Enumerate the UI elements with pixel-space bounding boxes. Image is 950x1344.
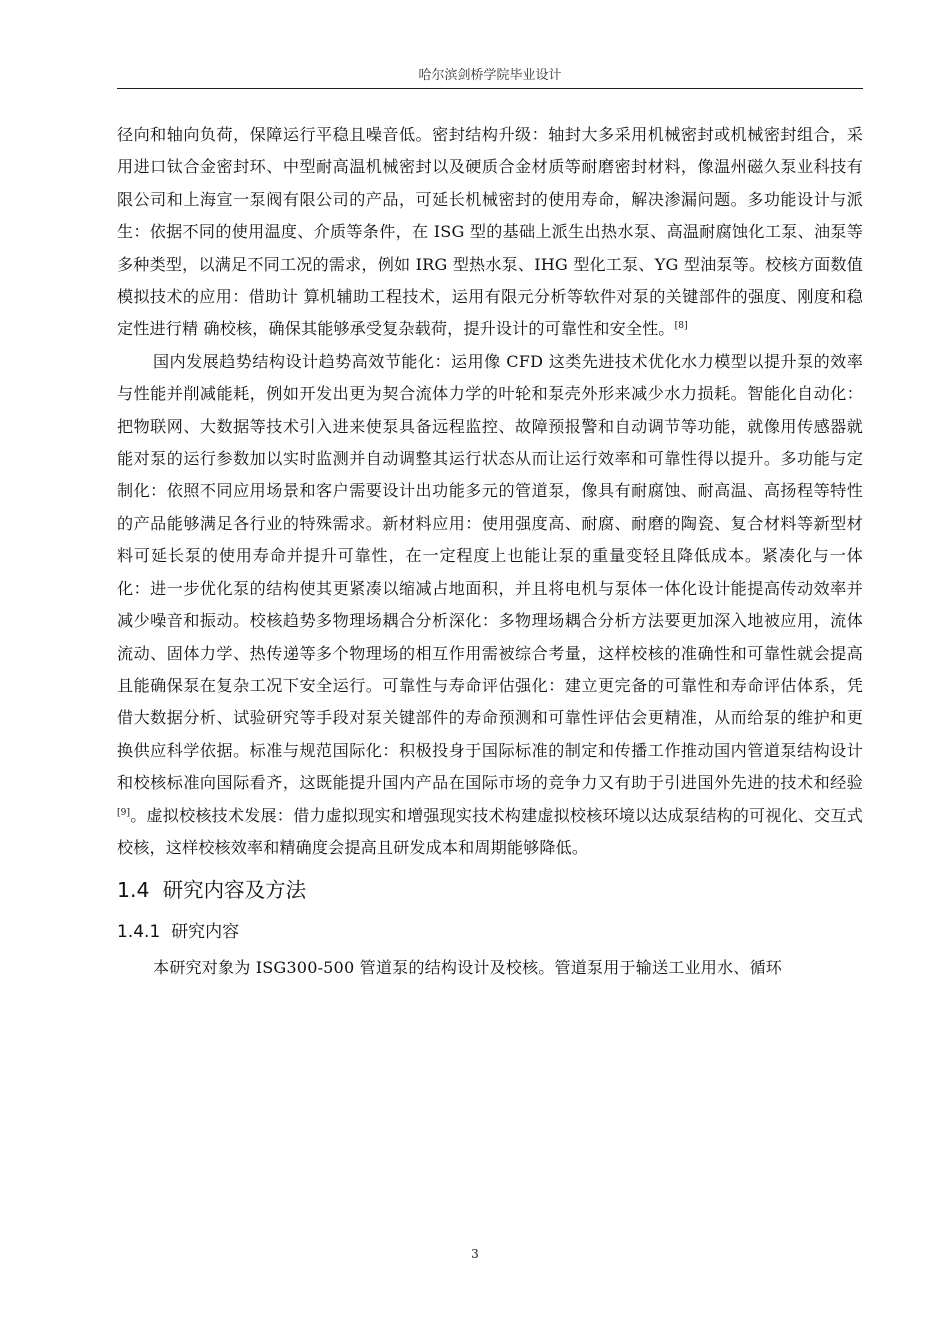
page-body	[117, 119, 863, 985]
section-title: 研究内容及方法	[162, 878, 307, 903]
subsection-title: 研究内容	[171, 922, 240, 943]
paragraph-2-text: 国内发展趋势结构设计趋势高效节能化：运用像 CFD 这类先进技术优化水力模型以提升泵的效率与性能并削减能耗，例如开发出更为契合流体力学的叶轮和泵壳外形来减少水力损耗。智能化自动化：把物联网、大数据等技术引入进来使泵具备远程监控、故障预报警和自动调节等功能，就像用传感器就能对泵的运行参数加以实时监测并自动调整其运行状态从而让运行效率和可靠性得以提升。多功能与定制化：依照不同应用场景和客户需要设计出功能多元的管道泵，像具有耐腐蚀、耐高温、高扬程等特性的产品能够满足各行业的特殊需求。新材料应用：使用强度高、耐腐、耐磨的陶瓷、复合材料等新型材料可延长泵的使用寿命并提升可靠性，在一定程度上也能让泵的重量变轻且降低成本。紧凑化与一体化：进一步优化泵的结构使其更紧凑以缩减占地面积，并且将电机与泵体一体化设计能提高传动效率并减少噪音和振动。校核趋势多物理场耦合分析深化：多物理场耦合分析方法要更加深入地被应用，流体流动、固体力学、热传递等多个物理场的相互作用需被综合考量，这样校核的准确性和可靠性就会提高且能确保泵在复杂工况下安全运行。可靠性与寿命评估强化：建立更完备的可靠性和寿命评估体系，凭借大数据分析、试验研究等手段对泵关键部件的寿命预测和可靠性评估会更精准，从而给泵的维护和更换供应科学依据。标准与规范国际化：积极投身于国际标准的制定和传播工作推动国内管道泵结构设计和校核标准向国际看齐，这既能提升国内产品在国际市场的竞争力又有助于引进国外先进的技术和经验	[117, 351, 863, 793]
subsection-heading	[117, 916, 863, 948]
paragraph-2	[117, 346, 863, 865]
citation-8: [8]	[674, 321, 688, 332]
header-divider	[117, 88, 863, 89]
paragraph-2-text-cont: 。虚拟校核技术发展：借力虚拟现实和增强现实技术构建虚拟校核环境以达成泵结构的可视化、交互式校核，这样校核效率和精确度会提高且研发成本和周期能够降低。	[117, 805, 863, 857]
page-number: 3	[471, 1247, 479, 1261]
section-number: 1.4	[117, 878, 150, 903]
page-header: 哈尔滨剑桥学院毕业设计	[418, 68, 562, 83]
citation-9: [9]	[117, 807, 131, 818]
section-heading	[117, 874, 863, 906]
subsection-number: 1.4.1	[117, 922, 161, 943]
paragraph-3: 本研究对象为 ISG300-500 管道泵的结构设计及校核。管道泵用于输送工业用水、循环	[153, 958, 782, 978]
paragraph-1	[117, 119, 863, 346]
paragraph-1-text: 径向和轴向负荷，保障运行平稳且噪音低。密封结构升级：轴封大多采用机械密封或机械密封组合，采用进口钛合金密封环、中型耐高温机械密封以及硬质合金材质等耐磨密封材料，像温州磁久泵业科技有限公司和上海宣一泵阀有限公司的产品，可延长机械密封的使用寿命，解决渗漏问题。多功能设计与派生：依据不同的使用温度、介质等条件，在 ISG 型的基础上派生出热水泵、高温耐腐蚀化工泵、油泵等多种类型，以满足不同工况的需求，例如 IRG 型热水泵、IHG 型化工泵、YG 型油泵等。校核方面数值模拟技术的应用：借助计 算机辅助工程技术，运用有限元分析等软件对泵的关键部件的强度、刚度和稳定性进行精 确校核，确保其能够承受复杂载荷，提升设计的可靠性和安全性。	[117, 125, 863, 339]
